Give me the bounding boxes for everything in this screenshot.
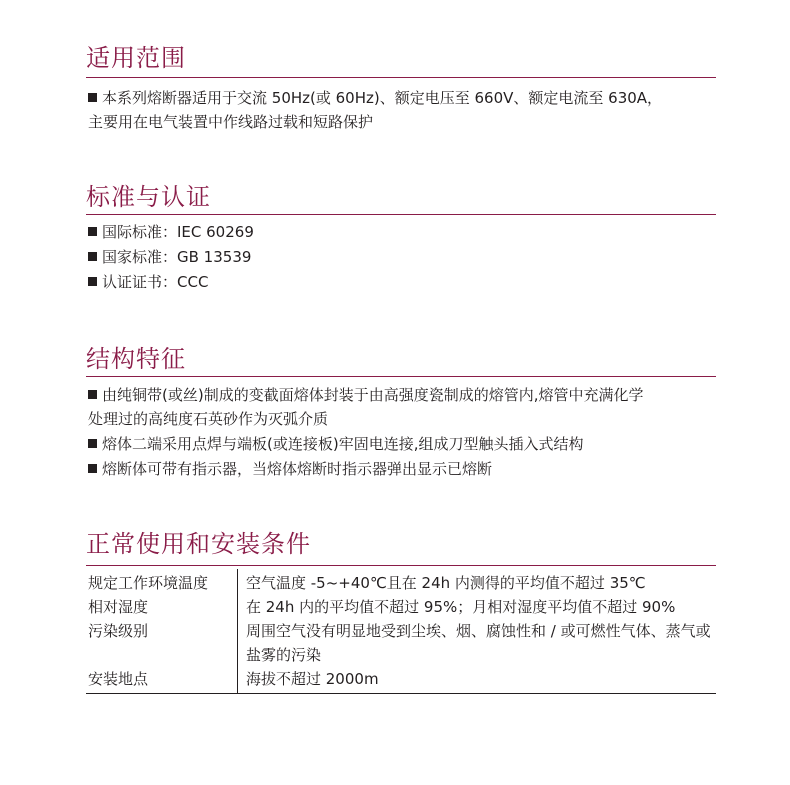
table-cell-value: 海拔不超过 2000m <box>238 667 717 694</box>
bullet-square-icon <box>88 277 97 286</box>
table-cell-label: 安装地点 <box>86 667 238 694</box>
scope-text-line2: 主要用在电气装置中作线路过载和短路保护 <box>88 113 374 131</box>
structure-item1-line2: 处理过的高纯度石英砂作为灭弧介质 <box>88 410 329 428</box>
table-cell-label: 规定工作环境温度 <box>86 569 238 595</box>
bullet-square-icon <box>88 227 97 236</box>
table-cell-label: 污染级别 <box>86 619 238 667</box>
list-item <box>88 270 208 294</box>
bullet-square-icon <box>88 439 97 448</box>
bullet-square-icon <box>88 464 97 473</box>
table-row <box>86 667 716 694</box>
structure-item1-line1: 由纯铜带(或丝)制成的变截面熔体封装于由高强度瓷制成的熔管内,熔管中充满化学 <box>102 386 644 404</box>
table-row <box>86 569 716 595</box>
section-title-structure: 结构特征 <box>86 345 186 373</box>
structure-item2: 熔体二端采用点焊与端板(或连接板)牢固电连接,组成刀型触头插入式结构 <box>102 435 584 453</box>
conditions-table <box>86 569 716 694</box>
table-row <box>86 619 716 667</box>
bullet-square-icon <box>88 93 97 102</box>
table-row <box>86 595 716 619</box>
list-item <box>88 220 254 244</box>
scope-text-line1: 本系列熔断器适用于交流 50Hz(或 60Hz)、额定电压至 660V、额定电流至 630A， <box>102 89 663 107</box>
section-title-conditions: 正常使用和安装条件 <box>86 530 311 558</box>
list-item <box>88 457 492 481</box>
standard-national: 国家标准：GB 13539 <box>102 248 252 266</box>
list-item <box>88 86 662 110</box>
section-title-standards: 标准与认证 <box>86 183 211 211</box>
table-cell-value: 在 24h 内的平均值不超过 95%；月相对湿度平均值不超过 90% <box>246 598 676 616</box>
structure-item3: 熔断体可带有指示器，当熔体熔断时指示器弹出显示已熔断 <box>102 460 493 478</box>
pollution-value-text: 周围空气没有明显地受到尘埃、烟、腐蚀性和 / 或可燃性气体、蒸气或盐雾的污染 <box>246 622 711 664</box>
section-divider <box>86 376 716 377</box>
section-divider <box>86 77 716 78</box>
list-item <box>88 245 251 269</box>
section-divider <box>86 214 716 215</box>
table-cell-value: 空气温度 -5~+40℃且在 24h 内测得的平均值不超过 35℃ <box>246 574 646 592</box>
certification: 认证证书：CCC <box>102 273 209 291</box>
standard-international: 国际标准：IEC 60269 <box>102 223 254 241</box>
section-title-scope: 适用范围 <box>86 44 186 72</box>
list-item <box>88 432 583 456</box>
list-item <box>88 383 643 407</box>
section-divider <box>86 565 716 566</box>
table-cell-label: 相对湿度 <box>86 595 238 619</box>
bullet-square-icon <box>88 252 97 261</box>
bullet-square-icon <box>88 390 97 399</box>
table-cell-value <box>238 619 717 667</box>
